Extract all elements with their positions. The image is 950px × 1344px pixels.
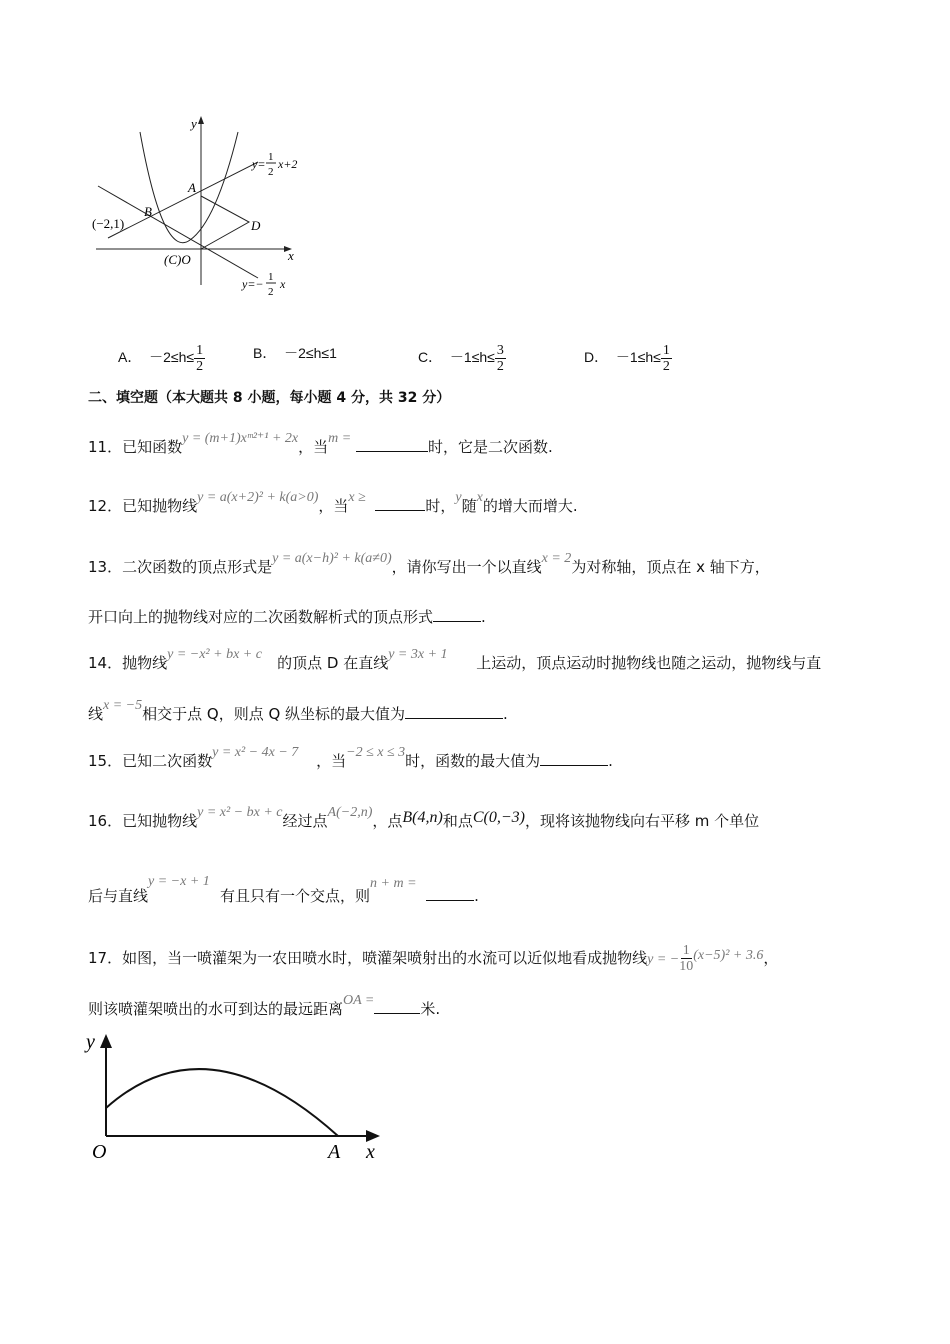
question-16-line2 bbox=[88, 874, 479, 908]
formula: OA = bbox=[343, 993, 375, 1008]
frac-num: 1 bbox=[196, 343, 204, 358]
point-a-label: A bbox=[188, 180, 196, 195]
origin-label: (C)O bbox=[164, 252, 191, 267]
rhombus-edges bbox=[201, 196, 249, 249]
text: ，点 bbox=[372, 812, 403, 830]
formula: y = 3x + 1 bbox=[388, 647, 448, 662]
frac-den: 10 bbox=[679, 959, 694, 974]
text: 上运动，顶点运动时抛物线也随之运动，抛物线与直 bbox=[476, 654, 822, 672]
formula: x ≥ bbox=[348, 490, 366, 505]
formula: x bbox=[476, 490, 483, 505]
answer-blank[interactable] bbox=[405, 704, 503, 719]
question-number: 13． bbox=[88, 558, 123, 576]
formula: y = −x + 1 bbox=[148, 874, 210, 889]
option-c bbox=[418, 343, 506, 374]
option-letter: B． bbox=[253, 345, 277, 361]
text: 时，它是二次函数. bbox=[428, 438, 553, 456]
option-letter: C． bbox=[418, 349, 443, 366]
question-number: 12． bbox=[88, 497, 123, 515]
formula: x = −5 bbox=[103, 698, 143, 713]
text: 随 bbox=[461, 497, 477, 515]
point-a-label: A bbox=[328, 1141, 341, 1163]
frac-den: 2 bbox=[662, 359, 670, 374]
text: 有且只有一个交点，则 bbox=[220, 887, 371, 905]
formula: x = 2 bbox=[541, 551, 572, 566]
section-title: 二、填空题（本大题共 8 小题，每小题 4 分，共 32 分） bbox=[88, 390, 451, 406]
text: 如图，当一喷灌架为一农田喷水时，喷灌架喷射出的水流可以近似地看成抛物线 bbox=[122, 949, 648, 967]
answer-blank[interactable] bbox=[433, 607, 481, 622]
text: . bbox=[474, 887, 479, 905]
x-axis-label: x bbox=[288, 248, 294, 263]
option-letter: A． bbox=[118, 349, 142, 366]
question-14-line2 bbox=[88, 698, 508, 726]
answer-blank[interactable] bbox=[356, 437, 428, 452]
text: 相交于点 Q，则点 Q 纵坐标的最大值为 bbox=[142, 705, 406, 723]
question-number: 17． bbox=[88, 949, 123, 967]
question-11 bbox=[88, 431, 553, 459]
text: 开口向上的抛物线对应的二次函数解析式的顶点形式 bbox=[88, 608, 434, 626]
text: . bbox=[608, 752, 613, 770]
formula: n + m = bbox=[370, 876, 417, 891]
option-text: －1≤h≤ bbox=[449, 349, 495, 366]
formula: y = − bbox=[647, 952, 680, 967]
text: . bbox=[481, 608, 486, 626]
formula: (x−5)² + 3.6 bbox=[693, 948, 764, 963]
option-fraction bbox=[194, 343, 205, 374]
answer-blank[interactable] bbox=[375, 496, 425, 511]
formula: y = a(x+2)² + k(a>0) bbox=[197, 490, 319, 505]
text: 和点 bbox=[442, 812, 473, 830]
option-fraction bbox=[495, 343, 506, 374]
figure-parabola-lines bbox=[88, 110, 318, 300]
line1-frac-den: 2 bbox=[268, 166, 274, 178]
text: 的增大而增大. bbox=[482, 497, 578, 515]
y-axis-label: y bbox=[191, 116, 197, 131]
question-16 bbox=[88, 805, 760, 833]
formula: y = −x² + bx + c bbox=[167, 647, 262, 662]
question-number: 16． bbox=[88, 812, 123, 830]
question-15 bbox=[88, 745, 613, 773]
text: 米. bbox=[420, 1000, 441, 1018]
text: ，当 bbox=[318, 497, 349, 515]
y-arrow-icon bbox=[100, 1034, 112, 1048]
text: ，当 bbox=[298, 438, 329, 456]
line2-frac-num: 1 bbox=[268, 271, 274, 283]
option-text: －2≤h≤ bbox=[149, 349, 195, 366]
frac-den: 2 bbox=[196, 359, 204, 374]
option-fraction bbox=[661, 343, 672, 374]
text: 抛物线 bbox=[122, 654, 168, 672]
x-axis-label: x bbox=[366, 1141, 375, 1163]
text: ， bbox=[763, 949, 779, 967]
line1-suffix: x+2 bbox=[278, 157, 298, 171]
text: 的顶点 D 在直线 bbox=[277, 654, 389, 672]
formula: C(0,−3) bbox=[472, 809, 525, 826]
question-13-line2 bbox=[88, 607, 486, 627]
text: 线 bbox=[88, 705, 104, 723]
formula: y = (m+1)xᵐ²⁺¹ + 2x bbox=[182, 431, 299, 446]
text: ，请你写出一个以直线 bbox=[391, 558, 542, 576]
option-text: －2≤h≤1 bbox=[284, 345, 337, 361]
question-17-line2 bbox=[88, 993, 441, 1021]
frac-den: 2 bbox=[496, 359, 504, 374]
line-y-half-x-plus-2 bbox=[108, 162, 258, 238]
question-number: 11． bbox=[88, 438, 123, 456]
text: 经过点 bbox=[282, 812, 328, 830]
option-text: －1≤h≤ bbox=[615, 349, 661, 366]
text: ，当 bbox=[316, 752, 347, 770]
line2-frac-den: 2 bbox=[268, 286, 274, 298]
text: . bbox=[503, 705, 508, 723]
text: 已知抛物线 bbox=[122, 812, 198, 830]
line1-frac-num: 1 bbox=[268, 151, 274, 163]
question-12 bbox=[88, 490, 578, 518]
line2-label: y=− bbox=[242, 277, 264, 291]
option-b bbox=[253, 343, 337, 363]
y-arrow-icon bbox=[198, 116, 204, 124]
option-d bbox=[584, 343, 672, 374]
text: 时， bbox=[425, 497, 456, 515]
formula: y = a(x−h)² + k(a≠0) bbox=[272, 551, 392, 566]
answer-blank[interactable] bbox=[374, 999, 420, 1014]
frac-num: 1 bbox=[682, 943, 690, 958]
point-b-label: B bbox=[144, 204, 152, 219]
option-a bbox=[118, 343, 205, 374]
line2-suffix: x bbox=[280, 277, 286, 291]
formula: −2 ≤ x ≤ 3 bbox=[346, 745, 406, 760]
formula: m = bbox=[328, 431, 352, 446]
text: ，现将该抛物线向右平移 m 个单位 bbox=[524, 812, 760, 830]
text: 已知抛物线 bbox=[122, 497, 198, 515]
figure-sprinkler bbox=[82, 1028, 392, 1163]
y-axis-label: y bbox=[86, 1031, 95, 1053]
text: 已知二次函数 bbox=[122, 752, 213, 770]
answer-blank[interactable] bbox=[426, 886, 474, 901]
formula: A(−2,n) bbox=[327, 805, 373, 820]
question-14 bbox=[88, 647, 822, 675]
text: 为对称轴，顶点在 x 轴下方， bbox=[571, 558, 770, 576]
frac-num: 1 bbox=[662, 343, 670, 358]
question-number: 15． bbox=[88, 752, 123, 770]
text: 已知函数 bbox=[122, 438, 183, 456]
formula: B(4,n) bbox=[402, 809, 443, 826]
formula: y = x² − bx + c bbox=[197, 805, 283, 820]
point-d-label: D bbox=[251, 218, 261, 233]
answer-blank[interactable] bbox=[540, 751, 608, 766]
text: 后与直线 bbox=[88, 887, 149, 905]
question-number: 14． bbox=[88, 654, 123, 672]
formula: y = x² − 4x − 7 bbox=[212, 745, 299, 760]
question-13 bbox=[88, 551, 770, 579]
option-letter: D． bbox=[584, 349, 609, 366]
text: 则该喷灌架喷出的水可到达的最远距离 bbox=[88, 1000, 344, 1018]
text: 二次函数的顶点形式是 bbox=[122, 558, 273, 576]
question-17 bbox=[88, 943, 778, 974]
formula: y bbox=[455, 490, 462, 505]
frac-num: 3 bbox=[496, 343, 504, 358]
text: 时，函数的最大值为 bbox=[405, 752, 541, 770]
origin-label: O bbox=[92, 1141, 107, 1163]
line1-label: y= bbox=[252, 157, 266, 171]
water-parabola bbox=[106, 1069, 338, 1136]
point-coord-label: (−2,1) bbox=[92, 216, 125, 231]
formula-fraction bbox=[679, 943, 693, 974]
